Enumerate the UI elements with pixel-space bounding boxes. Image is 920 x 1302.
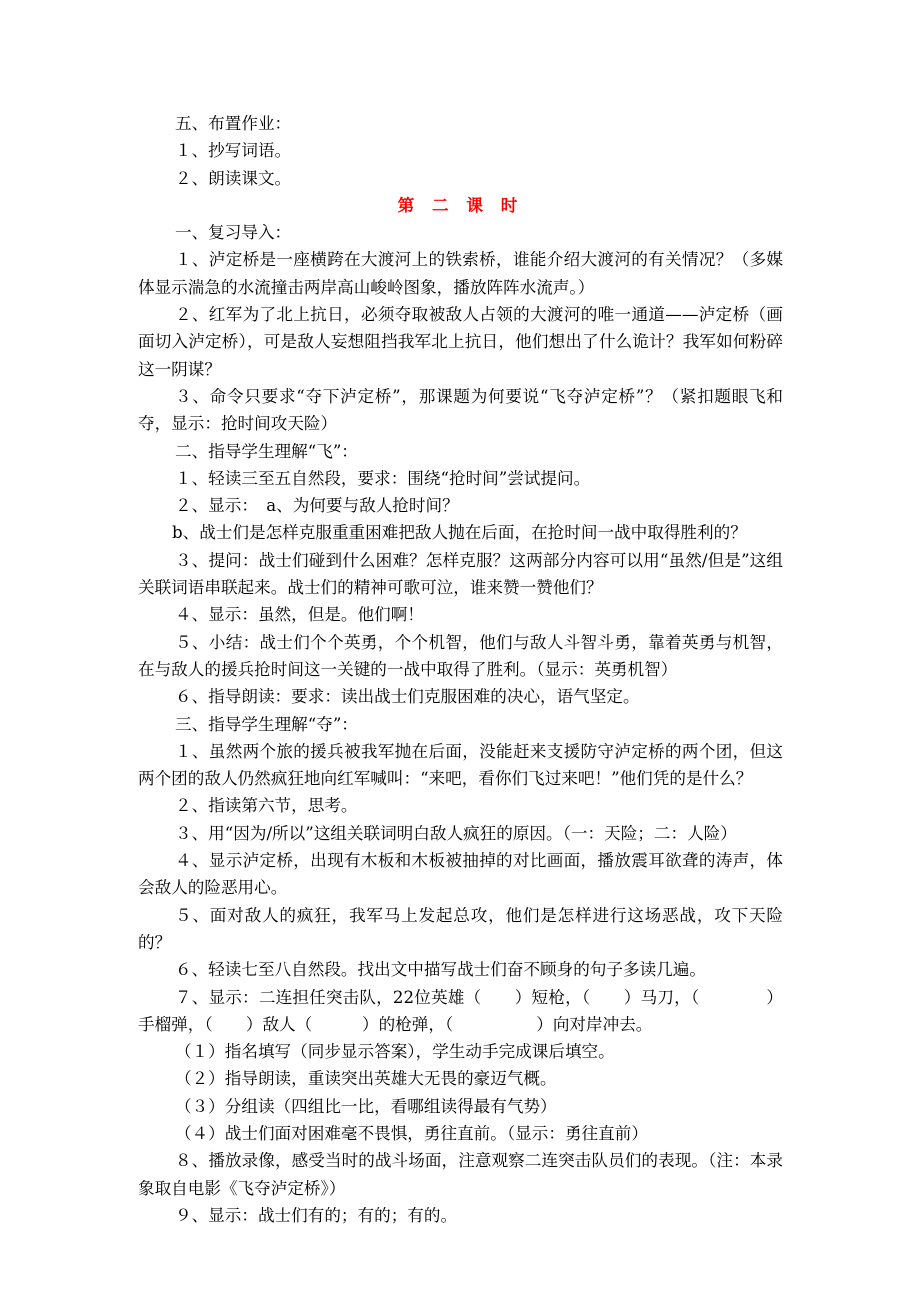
fei-item-6: ６、指导朗读：要求：读出战士们克服困难的决心，语气坚定。	[175, 687, 640, 707]
duo-subitem-4: （４）战士们面对困难毫不畏惧，勇往直前。（显示：勇往直前）	[175, 1123, 648, 1143]
document-body	[138, 110, 783, 1229]
fei-item-4: ４、显示：虽然，但是。他们啊！	[175, 605, 424, 625]
section-heading-review: 一、复习导入：	[175, 223, 292, 243]
duo-item-6: ６、轻读七至八自然段。找出文中描写战士们奋不顾身的句子多读几遍。	[175, 960, 706, 980]
lesson-title: 第 二 课 时	[397, 194, 524, 215]
review-item-3: ３、命令只要求“夺下泸定桥”，那课题为何要说“飞夺泸定桥”？（紧扣题眼飞和夺，显示：抢时间攻天险）	[138, 386, 783, 434]
duo-item-2: ２、指读第六节，思考。	[175, 796, 358, 816]
fei-item-5: ５、小结：战士们个个英勇，个个机智，他们与敌人斗智斗勇，靠着英勇与机智，在与敌人的援兵抢时间这一关键的一战中取得了胜利。（显示：英勇机智）	[138, 632, 783, 679]
duo-item-4: ４、显示泸定桥，出现有木板和木板被抽掉的对比画面，播放震耳欲聋的涛声，体会敌人的险恶用心。	[138, 851, 783, 898]
review-item-2: ２、红军为了北上抗日，必须夺取被敌人占领的大渡河的唯一通道——泸定桥（画面切入泸定桥），可是敌人妄想阻挡我军北上抗日，他们想出了什么诡计？我军如何粉碎这一阴谋？	[138, 305, 783, 379]
duo-item-9: ９、显示：战士们有的；有的；有的。	[175, 1205, 458, 1225]
duo-item-5: ５、面对敌人的疯狂，我军马上发起总攻，他们是怎样进行这场恶战，攻下天险的？	[138, 905, 783, 952]
duo-item-3: ３、用“因为/所以”这组关联词明白敌人疯狂的原因。（一：天险；二：人险）	[175, 823, 737, 843]
fei-item-2b: b、战士们是怎样克服重重困难把敌人抛在后面，在抢时间一战中取得胜利的？	[172, 523, 747, 543]
homework-item-1: １、抄写词语。	[175, 141, 292, 161]
duo-subitem-3: （３）分组读（四组比一比，看哪组读得最有气势）	[175, 1096, 557, 1116]
fei-item-1: １、轻读三至五自然段，要求：围绕“抢时间”尝试提问。	[175, 468, 591, 488]
homework-heading: 五、布置作业：	[175, 114, 292, 133]
duo-item-7: ７、显示：二连担任突击队，22位英雄（ ）短枪，（ ）马刀，（ ）手榴弹，（ ）敌人（ ）的枪弹，（ ）向对岸冲去。	[138, 987, 783, 1034]
duo-item-8: ８、播放录像，感受当时的战斗场面，注意观察二连突击队员们的表现。（注：本录象取自电影《飞夺泸定桥》）	[138, 1151, 783, 1198]
duo-subitem-1: （１）指名填写（同步显示答案），学生动手完成课后填空。	[175, 1042, 615, 1062]
review-item-1: １、泸定桥是一座横跨在大渡河上的铁索桥，谁能介绍大渡河的有关情况？（多媒体显示湍急的水流撞击两岸高山峻岭图象，播放阵阵水流声。）	[138, 250, 783, 297]
homework-item-2: ２、朗读课文。	[175, 168, 292, 188]
fei-item-3: ３、提问：战士们碰到什么困难？怎样克服？这两部分内容可以用“虽然/但是”这组关联词语串联起来。战士们的精神可歌可泣，谁来赞一赞他们？	[138, 550, 783, 598]
section-heading-duo: 三、指导学生理解“夺”：	[175, 714, 358, 734]
duo-item-1: １、虽然两个旅的援兵被我军抛在后面，没能赶来支援防守泸定桥的两个团，但这两个团的敌人仍然疯狂地向红军喊叫：“来吧，看你们飞过来吧！”他们凭的是什么？	[138, 741, 783, 789]
duo-subitem-2: （２）指导朗读，重读突出英雄大无畏的豪迈气概。	[175, 1069, 557, 1089]
fei-item-2: ２、显示： a、为何要与敌人抢时间？	[175, 496, 459, 516]
section-heading-fei: 二、指导学生理解“飞”：	[175, 441, 358, 461]
